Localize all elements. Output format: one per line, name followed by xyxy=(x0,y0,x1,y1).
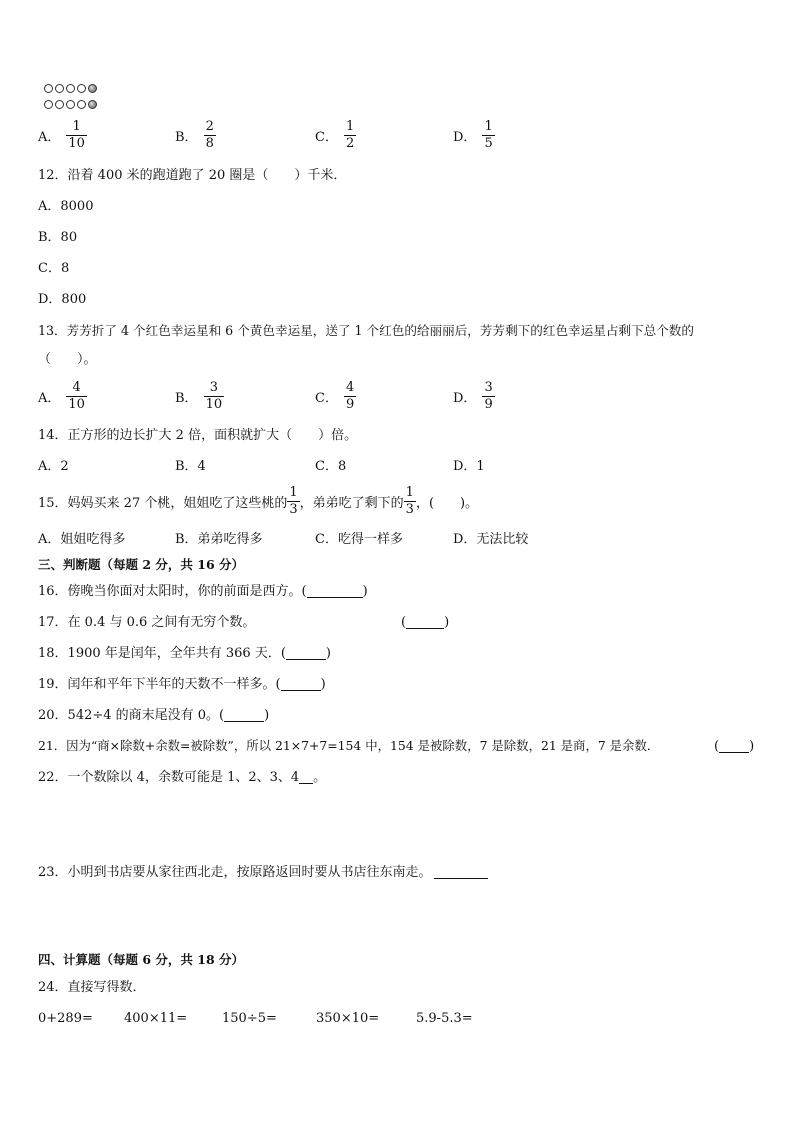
q14-option-b[interactable]: B．4 xyxy=(175,459,206,474)
paren-open: ( xyxy=(714,739,720,754)
q24-item: 5.9-5.3= xyxy=(416,1011,473,1026)
q24-item: 400×11= xyxy=(124,1011,188,1026)
fraction xyxy=(66,119,87,152)
fraction xyxy=(344,119,356,152)
q21-text: 21．因为“商×除数+余数=被除数”，所以 21×7+7=154 中，154 是被除数，7 是除数，21 是商，7 是余数． xyxy=(38,738,660,753)
q24-item: 350×10= xyxy=(316,1011,380,1026)
q23 xyxy=(38,866,488,879)
q24-item: 0+289= xyxy=(38,1011,93,1026)
q11-option-c[interactable] xyxy=(315,119,356,152)
fraction xyxy=(204,380,225,413)
q21-answer xyxy=(714,740,754,753)
option-letter: D． xyxy=(453,391,477,406)
paren-close: ) xyxy=(320,677,326,692)
numerator: 3 xyxy=(484,380,493,395)
numerator: 2 xyxy=(205,119,214,134)
q15-text-part1: 15．妈妈买来 27 个桃，姐姐吃了这些桃的 xyxy=(38,496,288,511)
numerator: 1 xyxy=(72,119,81,134)
answer-blank[interactable] xyxy=(281,678,321,691)
answer-blank[interactable] xyxy=(434,866,488,879)
q11-option-d[interactable] xyxy=(453,119,495,152)
numerator: 1 xyxy=(484,119,493,134)
circle-icon xyxy=(55,84,64,93)
q22 xyxy=(38,771,326,784)
answer-blank[interactable] xyxy=(224,709,264,722)
q18-text: 18．1900 年是闰年，全年共有 366 天．( xyxy=(38,646,286,661)
q24-text: 24．直接写得数． xyxy=(38,980,146,995)
option-letter: A． xyxy=(38,391,61,406)
q13-text: 13．芳芳折了 4 个红色幸运星和 6 个黄色幸运星，送了 1 个红色的给丽丽后，芳芳剩下的红色幸运星占剩下总个数的 xyxy=(38,323,694,338)
answer-blank[interactable] xyxy=(286,647,326,660)
q11-option-a[interactable] xyxy=(38,119,87,152)
q15-option-c[interactable]: C．吃得一样多 xyxy=(315,532,403,547)
q11-option-b[interactable] xyxy=(175,119,216,152)
q19 xyxy=(38,678,326,691)
paren-close: ) xyxy=(325,646,331,661)
fraction xyxy=(287,485,299,518)
fraction xyxy=(66,380,87,413)
denominator: 10 xyxy=(68,397,85,412)
answer-blank[interactable] xyxy=(406,616,444,629)
q13-text-cont: （ ）。 xyxy=(38,352,97,367)
q15-text xyxy=(38,485,478,518)
q13-option-a[interactable] xyxy=(38,380,87,413)
q15-option-b[interactable]: B．弟弟吃得多 xyxy=(175,532,263,547)
option-letter: B． xyxy=(175,130,198,145)
q20 xyxy=(38,709,269,722)
numerator: 4 xyxy=(72,380,81,395)
denominator: 3 xyxy=(289,502,298,517)
fraction xyxy=(482,119,494,152)
q16 xyxy=(38,585,368,598)
shaded-circle-icon xyxy=(88,84,97,93)
option-letter: D． xyxy=(453,130,477,145)
q14-text: 14．正方形的边长扩大 2 倍，面积就扩大（ ）倍。 xyxy=(38,428,358,443)
paren-close: ) xyxy=(444,615,450,630)
q22-tail: 。 xyxy=(313,770,327,785)
q12-text: 12．沿着 400 米的跑道跑了 20 圈是（ ）千米． xyxy=(38,168,347,183)
numerator: 3 xyxy=(209,380,218,395)
denominator: 3 xyxy=(405,502,414,517)
option-letter: B． xyxy=(175,391,198,406)
section-4-title: 四、计算题（每题 6 分，共 18 分） xyxy=(38,952,245,967)
q20-text: 20．542÷4 的商末尾没有 0。( xyxy=(38,708,225,723)
q13-option-b[interactable] xyxy=(175,380,224,413)
circle-icon xyxy=(55,100,64,109)
q17-answer xyxy=(401,616,449,629)
circle-icon xyxy=(77,100,86,109)
q13-option-d[interactable] xyxy=(453,380,495,413)
fraction xyxy=(204,119,216,152)
numerator: 1 xyxy=(345,119,355,134)
q23-text: 23．小明到书店要从家往西北走，按原路返回时要从书店往东南走。 xyxy=(38,865,432,880)
q15-text-part2: ，弟弟吃了剩下的 xyxy=(299,496,404,511)
answer-blank[interactable] xyxy=(719,740,749,753)
numerator: 1 xyxy=(289,485,298,500)
q19-text: 19．闰年和平年下半年的天数不一样多。( xyxy=(38,677,281,692)
option-letter: C． xyxy=(315,391,338,406)
q13-option-c[interactable] xyxy=(315,380,356,413)
shaded-circle-icon xyxy=(88,100,97,109)
denominator: 8 xyxy=(205,136,214,151)
denominator: 10 xyxy=(205,397,223,412)
paren-close: ) xyxy=(264,708,270,723)
q17-text: 17．在 0.4 与 0.6 之间有无穷个数。 xyxy=(38,615,256,630)
option-letter: A． xyxy=(38,130,61,145)
q12-option-c[interactable]: C．8 xyxy=(38,261,70,276)
q12-option-d[interactable]: D．800 xyxy=(38,292,87,307)
numerator: 1 xyxy=(405,485,414,500)
denominator: 9 xyxy=(345,397,355,412)
answer-blank[interactable] xyxy=(299,771,313,784)
q15-option-d[interactable]: D．无法比较 xyxy=(453,532,529,547)
paren-close: ) xyxy=(749,739,755,754)
denominator: 10 xyxy=(68,136,85,151)
q14-option-a[interactable]: A．2 xyxy=(38,459,69,474)
q12-option-a[interactable]: A．8000 xyxy=(38,199,94,214)
denominator: 2 xyxy=(345,136,355,151)
q16-text: 16．傍晚当你面对太阳时，你的前面是西方。( xyxy=(38,584,307,599)
fraction xyxy=(404,485,416,518)
paren-close: ) xyxy=(362,584,368,599)
q12-option-b[interactable]: B．80 xyxy=(38,230,78,245)
numerator: 4 xyxy=(345,380,355,395)
denominator: 9 xyxy=(484,397,493,412)
q14-option-d[interactable]: D．1 xyxy=(453,459,485,474)
circle-icon xyxy=(66,84,75,93)
denominator: 5 xyxy=(484,136,493,151)
q15-option-a[interactable]: A．姐姐吃得多 xyxy=(38,532,126,547)
q24-item: 150÷5= xyxy=(222,1011,277,1026)
fraction xyxy=(482,380,494,413)
paren-open: ( xyxy=(401,615,407,630)
option-letter: C． xyxy=(315,130,338,145)
circle-icon xyxy=(77,84,86,93)
answer-blank[interactable] xyxy=(307,585,363,598)
q22-text: 22．一个数除以 4，余数可能是 1、2、3、4 xyxy=(38,770,300,785)
q15-text-part3: ，( )。 xyxy=(415,496,479,511)
fraction xyxy=(344,380,356,413)
q14-option-c[interactable]: C．8 xyxy=(315,459,347,474)
q18 xyxy=(38,647,331,660)
circle-icon xyxy=(44,100,53,109)
circle-icon xyxy=(44,84,53,93)
circle-figure xyxy=(44,84,97,116)
circle-icon xyxy=(66,100,75,109)
section-3-title: 三、判断题（每题 2 分，共 16 分） xyxy=(38,557,245,572)
